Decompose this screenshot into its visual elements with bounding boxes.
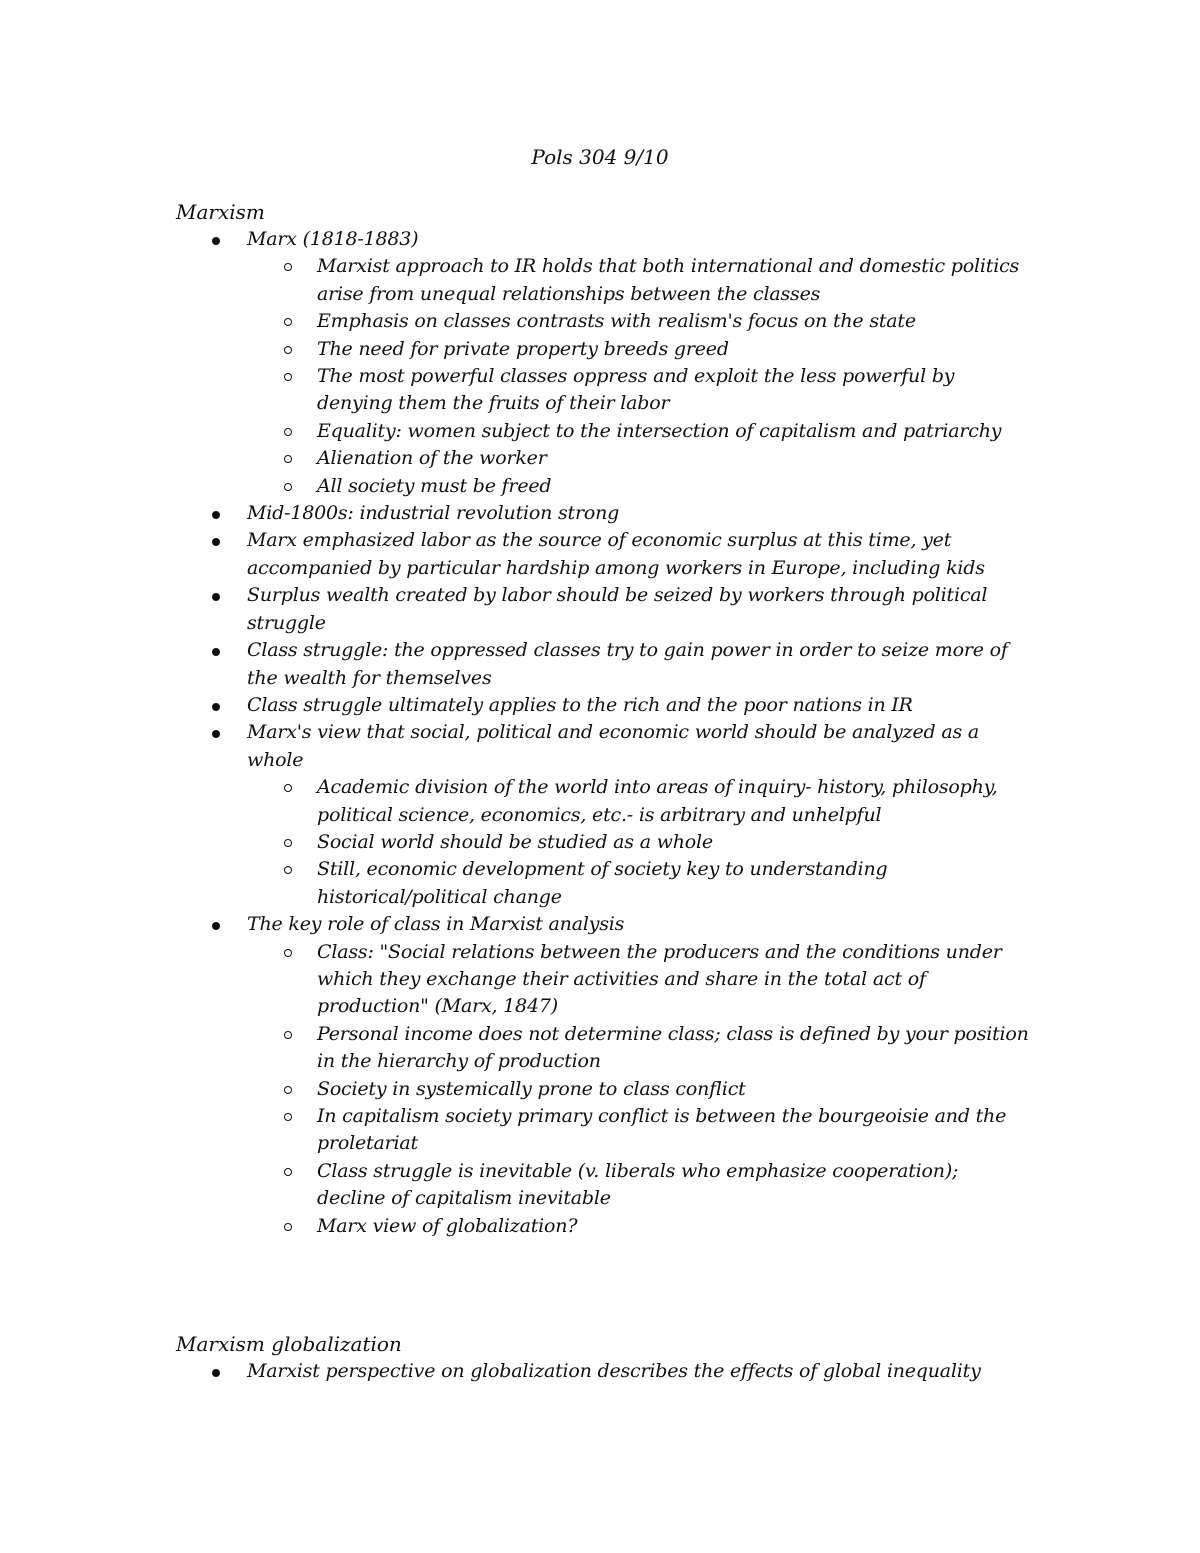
hollow-bullet-icon [284,318,292,326]
list-item [0,582,1032,637]
sub-list-item-text: Equality: women subject to the intersection of capitalism and patriarchy [317,419,1002,442]
bullet-icon [212,703,220,711]
sub-list-item [0,253,1032,308]
list-item [0,527,1032,582]
bullet-icon [212,1369,220,1377]
hollow-bullet-icon [284,1086,292,1094]
list-item-text: Marxist perspective on globalization describes the effects of global inequality [247,1360,981,1382]
sub-list-item-text: Class struggle is inevitable (v. liberals who emphasize cooperation); decline of capitalism inevitable [317,1159,959,1210]
sub-list-item-text: Personal income does not determine class; class is defined by your position in the hierarchy of production [317,1022,1029,1073]
hollow-bullet-icon [284,784,292,792]
hollow-bullet-icon [284,839,292,847]
sub-list-item-text: All society must be freed [317,474,552,497]
sub-list-item-text: The need for private property breeds greed [317,337,729,360]
bullet-icon [212,538,220,546]
sub-list-item [0,856,1032,911]
sub-list-item-text: The most powerful classes oppress and exploit the less powerful by denying them the fruits of their labor [317,365,955,415]
section-heading-marxism: Marxism [176,200,265,224]
hollow-bullet-icon [284,949,292,957]
bullet-icon [212,511,220,519]
sub-list-item [0,1158,1032,1213]
sub-list-item [0,308,1032,335]
sub-list-item [0,336,1032,363]
sub-list-item-text: In capitalism society primary conflict is between the bourgeoisie and the proletariat [317,1105,1007,1155]
bullet-icon [212,648,220,656]
list-item-text: Class struggle: the oppressed classes try to gain power in order to seize more of the wealth for themselves [247,639,1008,689]
list-item-text: Marx (1818-1883) [247,228,419,250]
document-title: Pols 304 9/10 [531,145,669,169]
list-item [0,500,1032,527]
hollow-bullet-icon [284,1223,292,1231]
sub-list-item-text: Alienation of the worker [317,447,547,470]
sub-list-item-text: Academic division of the world into areas of inquiry- history, philosophy, political science, economics, etc.- is arbitrary and unhelpful [317,776,998,826]
sub-list-item [0,829,1032,856]
list-item-text: Surplus wealth created by labor should be seized by workers through political struggle [247,584,988,634]
sub-list-item-text: Social world should be studied as a whole [317,830,713,853]
sub-list [247,939,1032,1240]
list-item [0,1358,1032,1385]
sub-list-item-text: Emphasis on classes contrasts with realism's focus on the state [317,310,916,333]
globalization-bullet-list [0,1358,1032,1385]
hollow-bullet-icon [284,1031,292,1039]
sub-list-item [0,445,1032,472]
sub-list-item-text: Class: "Social relations between the producers and the conditions under which they exchange their activities and share in the total act of production" (Marx, 1847) [317,940,1002,1018]
sub-list-item [0,1213,1032,1240]
list-item-text: Class struggle ultimately applies to the rich and the poor nations in IR [247,693,913,716]
section-heading-marxism-globalization: Marxism globalization [176,1332,402,1356]
sub-list-item-text: Marx view of globalization? [317,1214,578,1237]
list-item-text: Mid-1800s: industrial revolution strong [247,502,620,525]
sub-list-item [0,939,1032,1021]
bullet-icon [212,922,220,930]
sub-list-item [0,1021,1032,1076]
hollow-bullet-icon [284,346,292,354]
list-item [0,692,1032,719]
list-item [0,719,1032,911]
bullet-icon [212,730,220,738]
list-item [0,226,1032,500]
marxism-bullet-list [0,226,1032,1240]
sub-list-item [0,1103,1032,1158]
list-item-text: The key role of class in Marxist analysis [247,913,625,936]
sub-list-item [0,774,1032,829]
sub-list-item-text: Marxist approach to IR holds that both international and domestic politics arise from unequal relationships between the classes [317,255,1020,305]
list-item-text: Marx emphasized labor as the source of economic surplus at this time, yet accompanied by particular hardship among workers in Europe, including kids [247,529,985,579]
list-item-text: Marx's view that social, political and economic world should be analyzed as a whole [247,721,979,771]
sub-list-item [0,418,1032,445]
hollow-bullet-icon [284,866,292,874]
hollow-bullet-icon [284,483,292,491]
hollow-bullet-icon [284,263,292,271]
sub-list [247,774,1032,911]
hollow-bullet-icon [284,455,292,463]
bullet-icon [212,237,220,245]
hollow-bullet-icon [284,1113,292,1121]
list-item [0,911,1032,1240]
bullet-icon [212,593,220,601]
hollow-bullet-icon [284,1168,292,1176]
sub-list-item [0,363,1032,418]
sub-list-item [0,473,1032,500]
sub-list-item-text: Society in systemically prone to class conflict [317,1077,746,1100]
sub-list-item-text: Still, economic development of society key to understanding historical/political change [317,858,888,908]
list-item [0,637,1032,692]
sub-list-item [0,1076,1032,1103]
hollow-bullet-icon [284,373,292,381]
hollow-bullet-icon [284,428,292,436]
sub-list [247,253,1032,500]
